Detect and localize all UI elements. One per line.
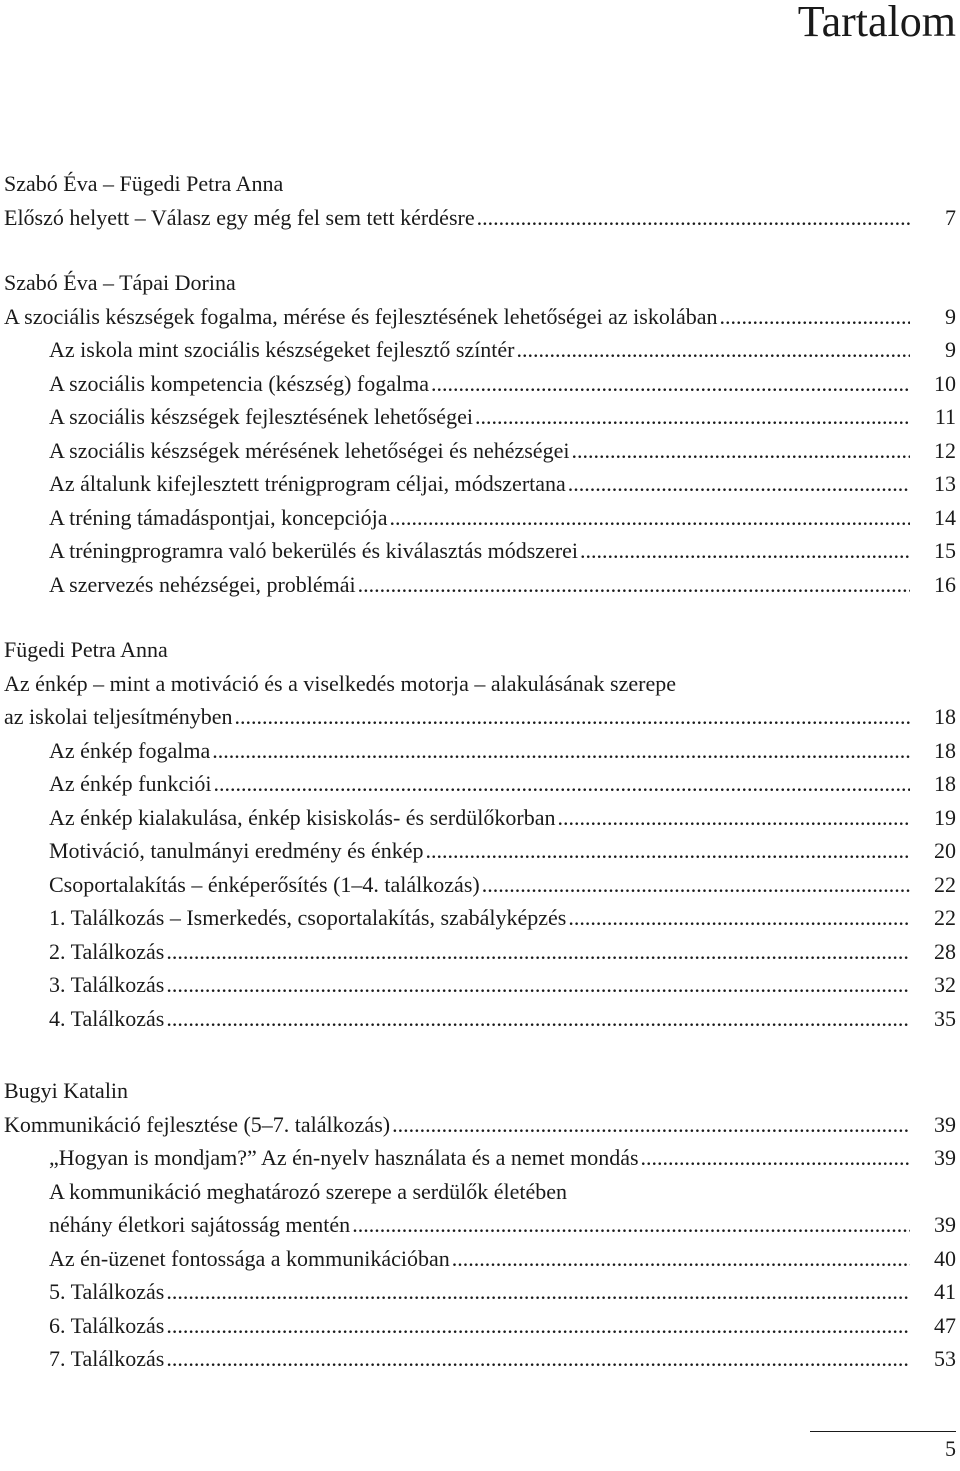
dot-leader <box>235 700 911 734</box>
toc-section <box>4 167 956 234</box>
entry-title: Kommunikáció fejlesztése (5–7. találkozás) <box>4 1111 391 1137</box>
entry-page: 18 <box>934 704 956 729</box>
toc-subentry[interactable] <box>4 968 956 1002</box>
entry-title: A szociális készségek fejlesztésének lehetőségei <box>49 404 473 429</box>
entry-title: 2. Találkozás <box>49 938 165 964</box>
dot-leader <box>641 1141 910 1175</box>
entry-page: 53 <box>934 1346 956 1371</box>
entry-title: Az iskola mint szociális készségeket fejlesztő színtér <box>49 337 515 362</box>
entry-page: 10 <box>934 370 956 396</box>
dot-leader <box>214 767 911 801</box>
entry-title: „Hogyan is mondjam?” Az én-nyelv használata és a nemet mondás <box>49 1145 639 1170</box>
dot-leader <box>166 1275 910 1309</box>
entry-title: A szociális készségek fogalma, mérése és fejlesztésének lehetőségei az iskolában <box>4 303 718 329</box>
section-authors: Szabó Éva – Fügedi Petra Anna <box>4 171 284 196</box>
entry-page: 11 <box>934 404 956 429</box>
toc-subentry[interactable] <box>4 400 956 434</box>
entry-title: Az énkép funkciói <box>49 771 212 796</box>
toc-subentry[interactable] <box>4 901 956 935</box>
entry-page: 14 <box>934 504 956 530</box>
dot-leader <box>568 467 910 501</box>
dot-leader <box>580 534 910 568</box>
entry-title: Az általunk kifejlesztett trénigprogram céljai, módszertana <box>49 471 566 496</box>
dot-leader <box>477 201 910 235</box>
toc-subentry[interactable] <box>4 367 956 401</box>
toc-entry[interactable] <box>4 300 956 334</box>
entry-title: néhány életkori sajátosság mentén <box>49 1212 351 1237</box>
dot-leader <box>426 834 911 868</box>
dot-leader <box>475 400 910 434</box>
entry-title: Az én-üzenet fontossága a kommunikációban <box>49 1245 450 1271</box>
toc-subentry[interactable] <box>4 1309 956 1343</box>
dot-leader <box>212 734 910 768</box>
toc-subentry[interactable] <box>4 1208 956 1242</box>
entry-title: A szociális készségek mérésének lehetőségei és nehézségei <box>49 437 570 463</box>
toc-subentry[interactable] <box>4 434 956 468</box>
dot-leader <box>568 901 910 935</box>
entry-title: Motiváció, tanulmányi eredmény és énkép <box>49 838 424 863</box>
entry-page: 28 <box>934 938 956 964</box>
section-authors: Szabó Éva – Tápai Dorina <box>4 270 236 295</box>
dot-leader <box>431 367 910 401</box>
entry-title: A tréningprogramra való bekerülés és kiválasztás módszerei <box>49 538 579 563</box>
toc-entry[interactable] <box>4 201 956 235</box>
entry-title-line: A kommunikáció meghatározó szerepe a serdülők életében <box>49 1178 568 1204</box>
entry-title: 1. Találkozás – Ismerkedés, csoportalakítás, szabályképzés <box>49 905 567 930</box>
dot-leader <box>557 801 910 835</box>
entry-page: 7 <box>945 204 956 230</box>
entry-title: 6. Találkozás <box>49 1312 165 1338</box>
dot-leader <box>392 1108 910 1142</box>
toc-section <box>4 633 956 1035</box>
entry-page: 22 <box>934 871 956 897</box>
toc-subentry[interactable] <box>4 834 956 868</box>
entry-title: 7. Találkozás <box>49 1346 165 1371</box>
toc-section <box>4 266 956 601</box>
section-authors: Bugyi Katalin <box>4 1078 129 1103</box>
toc-subentry[interactable] <box>4 801 956 835</box>
entry-page: 16 <box>934 571 956 597</box>
entry-page: 20 <box>934 838 956 863</box>
toc-subentry[interactable] <box>4 534 956 568</box>
page-title: Tartalom <box>797 0 956 46</box>
entry-title: 3. Találkozás <box>49 972 165 997</box>
entry-page: 18 <box>934 771 956 796</box>
entry-page: 15 <box>934 538 956 563</box>
entry-page: 39 <box>934 1111 956 1137</box>
entry-title: A tréning támadáspontjai, koncepciója <box>49 504 388 530</box>
dot-leader <box>720 300 911 334</box>
dot-leader <box>389 501 910 535</box>
footer-rule <box>810 1431 956 1432</box>
dot-leader <box>358 568 910 602</box>
entry-page: 41 <box>934 1279 956 1304</box>
entry-title: 5. Találkozás <box>49 1279 165 1304</box>
toc-subentry[interactable] <box>4 333 956 367</box>
entry-page: 9 <box>945 337 956 362</box>
entry-page: 39 <box>934 1212 956 1237</box>
entry-page: 32 <box>934 972 956 997</box>
entry-page: 13 <box>934 471 956 496</box>
toc-subentry[interactable] <box>4 1275 956 1309</box>
dot-leader <box>166 1342 910 1376</box>
toc-subentry[interactable] <box>4 868 956 902</box>
dot-leader <box>352 1208 910 1242</box>
entry-title: 4. Találkozás <box>49 1005 165 1031</box>
entry-title: Csoportalakítás – énképerősítés (1–4. találkozás) <box>49 871 480 897</box>
toc-subentry[interactable] <box>4 1242 956 1276</box>
dot-leader <box>166 968 910 1002</box>
entry-title: A szociális kompetencia (készség) fogalma <box>49 370 429 396</box>
toc-subentry[interactable] <box>4 935 956 969</box>
toc-section <box>4 1074 956 1376</box>
table-of-contents <box>4 167 956 1408</box>
entry-page: 47 <box>934 1312 956 1338</box>
dot-leader <box>571 434 910 468</box>
toc-subentry[interactable] <box>4 734 956 768</box>
toc-subentry[interactable] <box>4 1342 956 1376</box>
entry-page: 12 <box>934 437 956 463</box>
entry-page: 18 <box>934 737 956 763</box>
dot-leader <box>166 935 910 969</box>
entry-title: Előszó helyett – Válasz egy még fel sem tett kérdésre <box>4 204 475 230</box>
entry-title-line: Az énkép – mint a motiváció és a viselkedés motorja – alakulásának szerepe <box>4 670 676 696</box>
entry-title: az iskolai teljesítményben <box>4 704 233 729</box>
dot-leader <box>517 333 910 367</box>
dot-leader <box>482 868 910 902</box>
section-authors: Fügedi Petra Anna <box>4 637 168 662</box>
toc-subentry[interactable] <box>4 568 956 602</box>
entry-page: 19 <box>934 804 956 830</box>
entry-title: Az énkép fogalma <box>49 737 211 763</box>
entry-page: 22 <box>934 905 956 930</box>
page-number: 5 <box>945 1436 956 1461</box>
dot-leader <box>452 1242 910 1276</box>
entry-page: 9 <box>945 303 956 329</box>
entry-page: 40 <box>934 1245 956 1271</box>
toc-subentry[interactable] <box>4 1002 956 1036</box>
toc-entry[interactable] <box>4 700 956 734</box>
toc-entry[interactable] <box>4 1108 956 1142</box>
entry-page: 39 <box>934 1145 956 1170</box>
entry-page: 35 <box>934 1005 956 1031</box>
toc-subentry[interactable] <box>4 767 956 801</box>
entry-title: A szervezés nehézségei, problémái <box>49 571 356 597</box>
dot-leader <box>166 1309 910 1343</box>
toc-subentry[interactable] <box>4 1141 956 1175</box>
entry-title: Az énkép kialakulása, énkép kisiskolás- és serdülőkorban <box>49 804 556 830</box>
toc-subentry[interactable] <box>4 467 956 501</box>
toc-subentry[interactable] <box>4 501 956 535</box>
dot-leader <box>166 1002 910 1036</box>
